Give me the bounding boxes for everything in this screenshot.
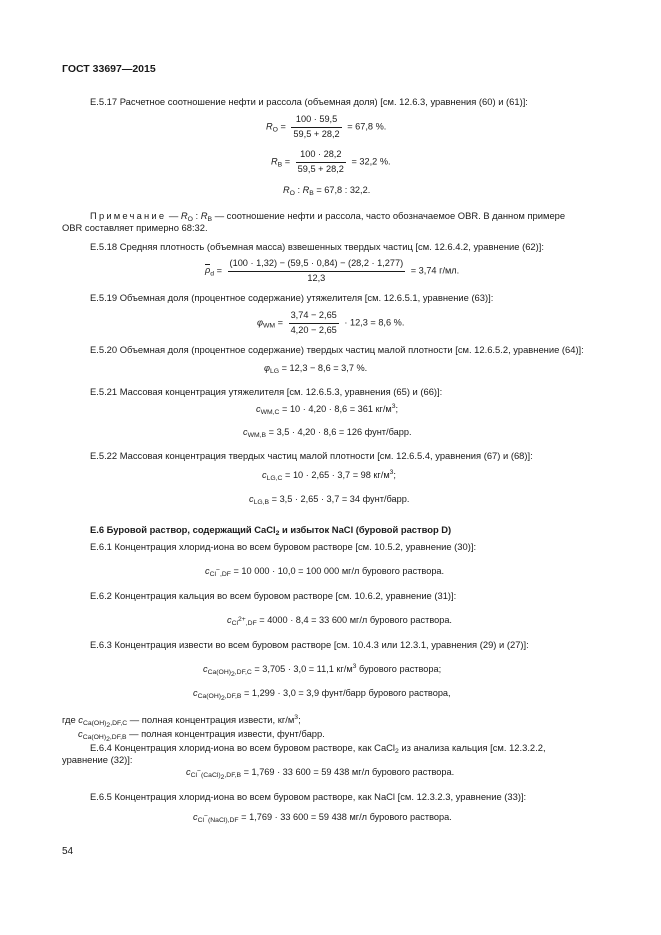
section-e64-text-2: уравнение (32)]: (62, 754, 133, 765)
formula-c-lime-b: $c_{Ca(OH)_2,DF,B} = 1,299 \cdot 3,0 = 3,9$ фунт/барр бурового раствора, (193, 688, 451, 702)
note-line-1: Примечание — $R_O$ : $R_B$ — соотношение нефти и рассола, часто обозначаемое OBR. В данном примере (90, 210, 566, 223)
where-line-2: $c_{Ca(OH)_2,DF,B}$ — полная концентрация извести, фунт/барр. (78, 728, 325, 743)
formula-ratio: $R_O$ : $R_B = 67,8$ : 32,2. (283, 185, 371, 197)
formula-rb: $R_B$ = $\frac{100 \cdot 28,2}{59,5 + 28,2}$ = 32,2 %. (271, 149, 391, 174)
note-label: Примечание (90, 210, 167, 221)
section-e62-text: Е.6.2 Концентрация кальция во всем буровом растворе [см. 10.6.2, уравнение (31)]: (90, 590, 457, 601)
where-line-1: где $c_{Ca(OH)_2,DF,C}$ — полная концентрация извести, $кг/м^3$; (62, 714, 301, 729)
section-e519-text: Е.5.19 Объемная доля (процентное содержание) утяжелителя [см. 12.6.5.1, уравнение (63)]: (90, 292, 494, 303)
formula-c-ca-df: $c_{Cl^{2+},DF} = 4000 \cdot 8,4 = 33$ 600 мг/л бурового раствора. (227, 615, 452, 627)
section-e521-text: Е.5.21 Массовая концентрация утяжелителя [см. 12.6.5.3, уравнения (65) и (66)]: (90, 386, 443, 397)
formula-c-cl-nacl: $c_{Cl^-(NaCl),DF} = 1,769 \cdot 33$ 600 = 59 438 мг/л бурового раствора. (193, 812, 452, 824)
section-e65-text: Е.6.5 Концентрация хлорид-иона во всем буровом растворе, как NaCl [см. 12.3.2.3, уравнение (33)]: (90, 791, 527, 802)
document-header: ГОСТ 33697—2015 (62, 63, 156, 75)
formula-c-lg-b: $c_{LG,B} = 3,5 \cdot 2,65 \cdot 3,7 = 34$ фунт/барр. (249, 494, 410, 506)
section-e61-text: Е.6.1 Концентрация хлорид-иона во всем буровом растворе [см. 10.5.2, уравнение (30)]: (90, 541, 477, 552)
formula-c-lime-c: $c_{Ca(OH)_2,DF,C} = 3,705 \cdot 3,0 = 11,1$ $кг/м^3$ бурового раствора; (203, 663, 442, 678)
section-e63-text: Е.6.3 Концентрация извести во всем буровом растворе [см. 10.4.3 или 12.3.1, уравнения (29) и (27)]: (90, 639, 529, 650)
page-number: 54 (62, 846, 74, 857)
section-e520-text: Е.5.20 Объемная доля (процентное содержание) твердых частиц малой плотности [см. 12.6.5.2, уравнение (64)]: (90, 344, 584, 355)
section-e64-text: Е.6.4 Концентрация хлорид-иона во всем буровом растворе, как CaCl$_2$ из анализа кальция [см. 12.3.2.2, (90, 742, 546, 755)
formula-c-cl-cacl2: $c_{Cl^-(CaCl)_2,DF,B} = 1,769 \cdot 33$ 600 = 59 438 мг/л бурового раствора. (186, 767, 455, 781)
formula-density: $\rho_d$ = $\frac{(100 \cdot 1,32) - (59,5 \cdot 0,84) - (28,2 \cdot 1,277)}{12,3}$ = 3,74 г/мл. (205, 258, 460, 283)
formula-c-cl-df: $c_{Cl^-,DF} = 10$ 000 · 10,0 = 100 000 мг/л бурового раствора. (205, 566, 445, 578)
section-e518-text: Е.5.18 Средняя плотность (объемная масса) взвешенных твердых частиц [см. 12.6.4.2, уравнение (62)]: (90, 241, 544, 252)
formula-c-wm-b: $c_{WM,B} = 3,5 \cdot 4,20 \cdot 8,6 = 126$ фунт/барр. (243, 427, 412, 439)
note-line-2: OBR составляет примерно 68:32. (62, 222, 208, 233)
formula-phi-lg: $\varphi_{LG} = 12,3 - 8,6 = 3,7$ %. (264, 363, 368, 375)
section-e522-text: Е.5.22 Массовая концентрация твердых частиц малой плотности [см. 12.6.5.4, уравнения (67) и (68)]: (90, 450, 533, 461)
formula-phi-wm: $\varphi_{WM}$ = $\frac{3,74 - 2,65}{4,20 - 2,65}$ · 12,3 = 8,6 %. (257, 310, 405, 335)
formula-c-wm-c: $c_{WM,C} = 10 \cdot 4,20 \cdot 8,6 = 361$ $кг/м^3$; (256, 403, 399, 416)
formula-ro: $R_O$ = $\frac{100 \cdot 59,5}{59,5 + 28,2}$ = 67,8 %. (266, 114, 387, 139)
formula-c-lg-c: $c_{LG,C} = 10 \cdot 2,65 \cdot 3,7 = 98$ $кг/м^3$; (262, 469, 396, 482)
section-e6-heading: Е.6 Буровой раствор, содержащий CaCl$_2$ и избыток NaCl (буровой раствор D) (90, 524, 452, 537)
section-e517-text: Е.5.17 Расчетное соотношение нефти и рассола (объемная доля) [см. 12.6.3, уравнения (60) и (61)]: (90, 96, 528, 107)
